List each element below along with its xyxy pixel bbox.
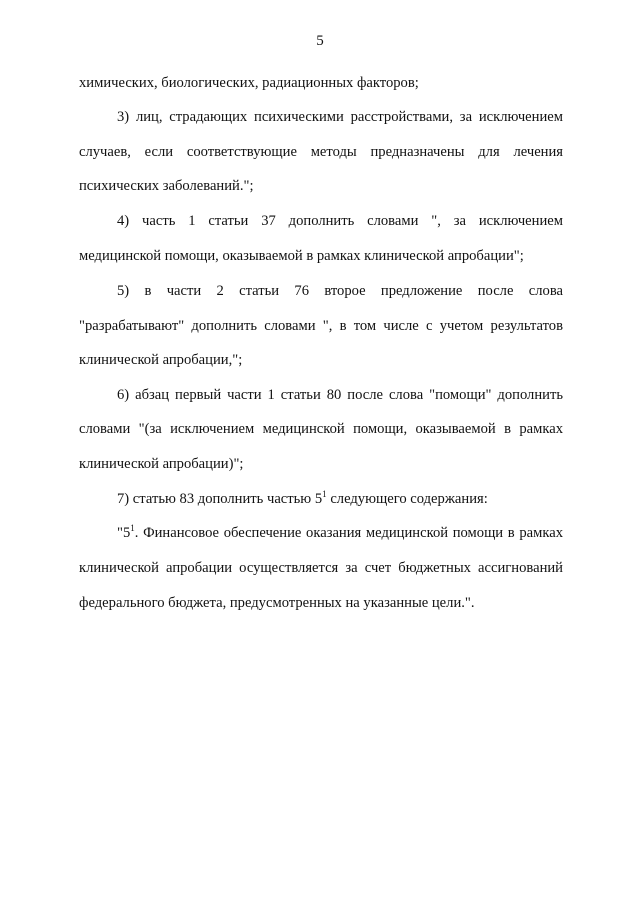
text-line: 3) лиц, страдающих психическими расстройствами, за исключением <box>117 109 563 125</box>
text-segment: следующего содержания: <box>326 491 488 507</box>
text-line: словами "(за исключением медицинской помощи, оказываемой в рамках <box>79 421 563 437</box>
text-line: клинической апробации,"; <box>79 352 243 368</box>
text-line <box>117 523 563 541</box>
text-line: федерального бюджета, предусмотренных на указанные цели.". <box>79 595 475 611</box>
text-line: психических заболеваний."; <box>79 178 254 194</box>
text-line: 6) абзац первый части 1 статьи 80 после слова "помощи" дополнить <box>117 387 563 403</box>
text-segment: . Финансовое обеспечение оказания медицинской помощи в рамках <box>134 525 563 541</box>
text-line: 4) часть 1 статьи 37 дополнить словами ", за исключением <box>117 213 563 229</box>
text-line: клинической апробации)"; <box>79 456 244 472</box>
text-segment: 7) статью 83 дополнить частью 5 <box>117 491 323 507</box>
superscript: 1 <box>130 523 135 533</box>
text-line: химических, биологических, радиационных факторов; <box>79 75 419 91</box>
text-line <box>117 489 488 507</box>
text-line: случаев, если соответствующие методы предназначены для лечения <box>79 144 563 160</box>
text-segment: "5 <box>117 525 131 541</box>
superscript: 1 <box>322 489 327 499</box>
text-line: медицинской помощи, оказываемой в рамках клинической апробации"; <box>79 248 524 264</box>
text-line: "разрабатывают" дополнить словами ", в том числе с учетом результатов <box>79 318 563 334</box>
page-number: 5 <box>316 33 324 49</box>
text-line: клинической апробации осуществляется за счет бюджетных ассигнований <box>79 560 563 576</box>
text-line: 5) в части 2 статьи 76 второе предложение после слова <box>117 283 563 299</box>
